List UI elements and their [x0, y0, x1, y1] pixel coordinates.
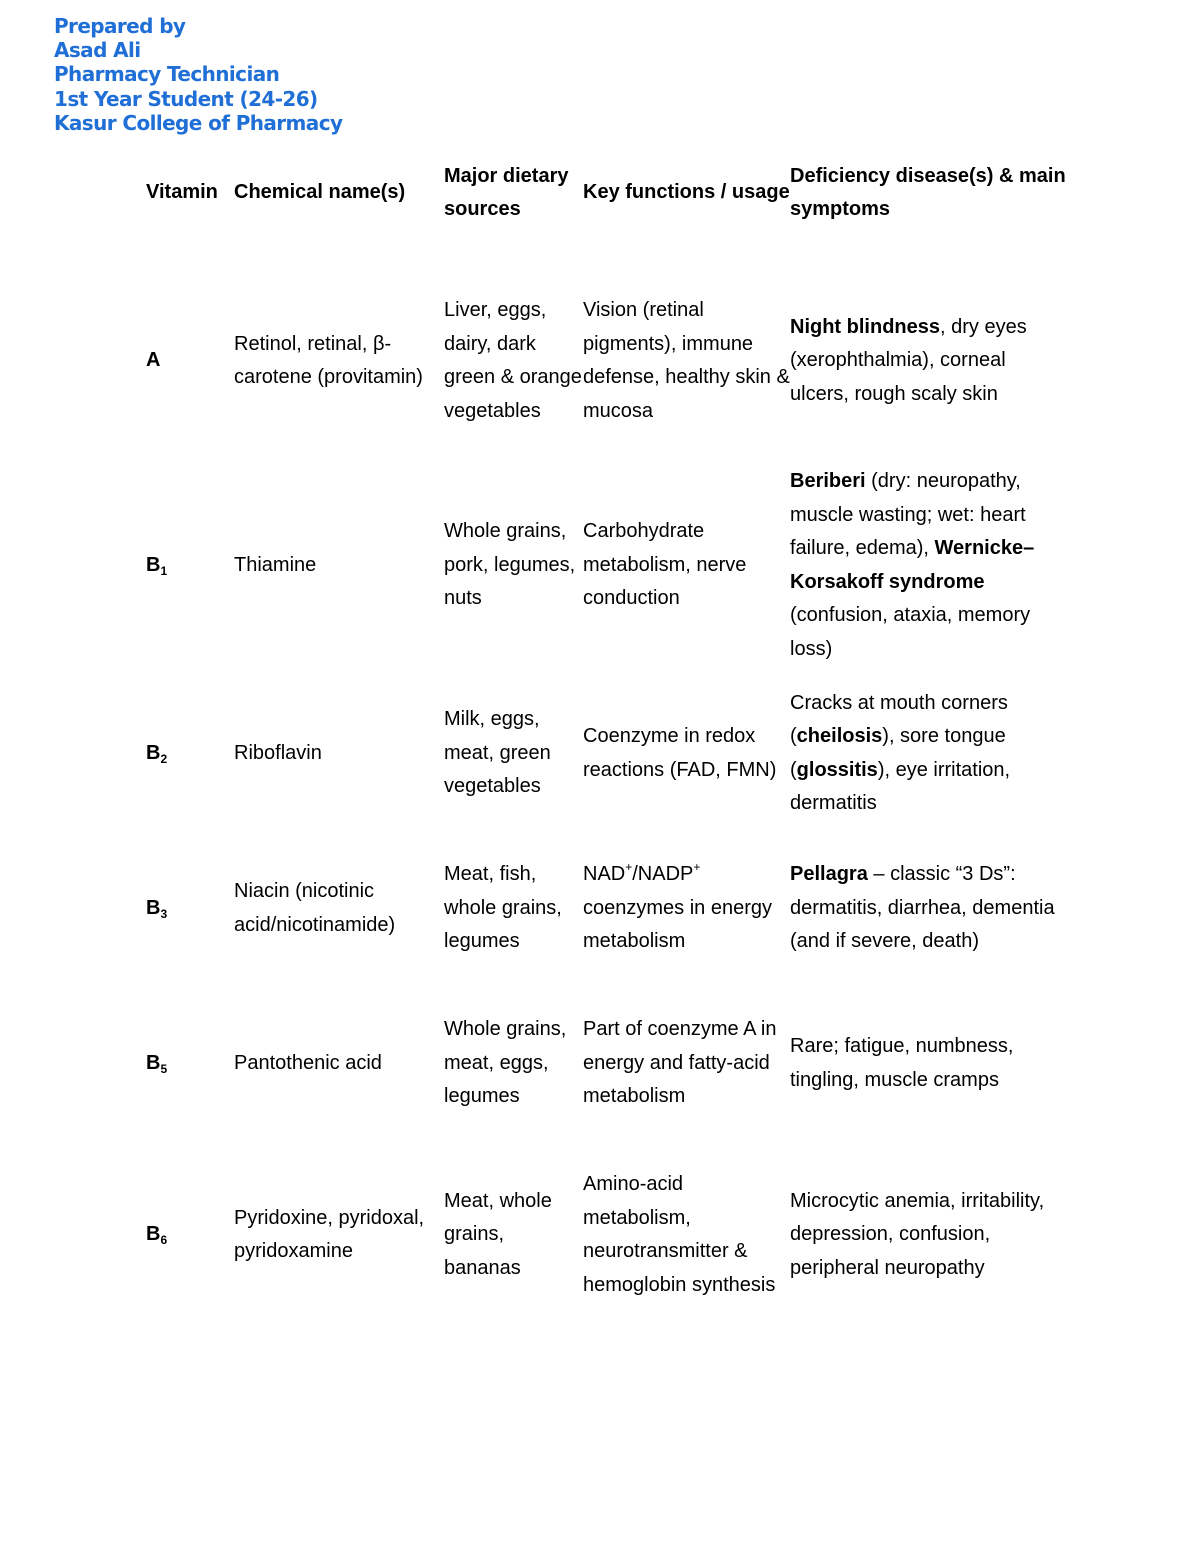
prepared-by-label: Prepared by [54, 14, 186, 38]
vitamin-subscript: 5 [160, 1061, 168, 1076]
vitamin-letter: B [146, 1223, 161, 1246]
vitamin-cell [146, 344, 234, 378]
deficiency-cell: Rare; fatigue, numbness, tingling, muscle cramps [790, 1035, 1014, 1091]
author-name: Asad Ali [54, 38, 141, 63]
chemical-cell: Pantothenic acid [234, 1051, 382, 1074]
sources-cell: Whole grains, meat, eggs, legumes [444, 1018, 567, 1108]
vitamin-subscript: 2 [160, 751, 168, 766]
deficiency-cell: Microcytic anemia, irritability, depression, confusion, peripheral neuropathy [790, 1189, 1045, 1279]
functions-cell: Part of coenzyme A in energy and fatty-acid metabolism [583, 1018, 777, 1108]
vitamin-table [146, 143, 1066, 1318]
deficiency-symptoms: Cracks at mouth corners ( [790, 691, 1008, 747]
col-header-vitamin: Vitamin [146, 181, 218, 204]
author-header [54, 14, 342, 135]
deficiency-cell [790, 858, 1066, 959]
vitamin-letter: B [146, 896, 161, 919]
functions-cell: Carbohydrate metabolism, nerve conduction [583, 520, 747, 610]
sources-cell: Liver, eggs, dairy, dark green & orange vegetables [444, 299, 582, 422]
author-year: 1st Year Student (24-26) [54, 86, 318, 111]
vitamin-letter: A [146, 349, 161, 372]
deficiency-term-2: glossitis [796, 758, 878, 781]
functions-text: coenzymes in energy metabolism [583, 896, 772, 953]
deficiency-symptoms-2: (confusion, ataxia, memory loss) [790, 604, 1031, 660]
chemical-cell: Riboflavin [234, 741, 322, 764]
nadp-superscript: + [693, 860, 701, 875]
vitamin-letter: B [146, 553, 161, 576]
vitamin-subscript: 1 [160, 563, 168, 578]
table-row [146, 1152, 1066, 1318]
vitamin-cell [146, 892, 234, 926]
sources-cell: Meat, fish, whole grains, legumes [444, 863, 562, 953]
functions-cell: Coenzyme in redox reactions (FAD, FMN) [583, 725, 777, 781]
nadp-text: /NADP [632, 863, 694, 886]
table-row [146, 466, 1066, 665]
vitamin-cell [146, 549, 234, 583]
vitamin-subscript: 3 [160, 906, 168, 921]
deficiency-disease: Beriberi [790, 470, 866, 492]
vitamin-letter: B [146, 741, 161, 764]
table-row [146, 997, 1066, 1130]
col-header-chemical: Chemical name(s) [234, 181, 406, 204]
deficiency-cell [790, 311, 1066, 412]
deficiency-symptoms: – classic “3 Ds”: dermatitis, diarrhea, dementia (and if severe, death) [790, 863, 1055, 953]
deficiency-symptoms: , dry eyes (xerophthalmia), corneal ulcers, rough scaly skin [790, 315, 1027, 405]
table-row [146, 278, 1066, 444]
vitamin-letter: B [146, 1051, 161, 1074]
col-header-functions: Key functions / usage [583, 181, 790, 204]
sources-cell: Meat, whole grains, bananas [444, 1189, 552, 1279]
deficiency-symptoms-2: ), sore tongue ( [790, 725, 1006, 781]
deficiency-cell [790, 687, 1066, 821]
functions-cell: Amino-acid metabolism, neurotransmitter & hemoglobin synthesis [583, 1173, 776, 1296]
deficiency-symptoms: (dry: neuropathy, muscle wasting; wet: heart failure, edema), [790, 470, 1026, 559]
deficiency-disease-2: Wernicke–Korsakoff syndrome [790, 537, 1035, 593]
author-college: Kasur College of Pharmacy [54, 110, 343, 135]
author-role: Pharmacy Technician [54, 62, 280, 87]
deficiency-symptoms-3: ), eye irritation, dermatitis [790, 758, 1011, 814]
vitamin-cell [146, 737, 234, 771]
nad-text: NAD [583, 863, 626, 886]
deficiency-cell [790, 465, 1066, 666]
deficiency-disease: Pellagra [790, 863, 868, 886]
sources-cell: Milk, eggs, meat, green vegetables [444, 708, 551, 798]
table-row [146, 687, 1066, 820]
col-header-sources: Major dietary sources [444, 164, 569, 220]
chemical-cell: Niacin (nicotinic acid/nicotinamide) [234, 880, 396, 936]
functions-cell [583, 858, 790, 959]
chemical-cell: Pyridoxine, pyridoxal, pyridoxamine [234, 1206, 425, 1262]
table-row [146, 842, 1066, 975]
vitamin-cell [146, 1047, 234, 1081]
chemical-cell: Retinol, retinal, β-carotene (provitamin) [234, 332, 423, 388]
deficiency-disease: Night blindness [790, 315, 940, 338]
vitamin-subscript: 6 [160, 1233, 168, 1248]
sources-cell: Whole grains, pork, legumes, nuts [444, 520, 576, 610]
vitamin-cell [146, 1218, 234, 1252]
table-header-row [146, 143, 1066, 243]
functions-cell: Vision (retinal pigments), immune defense, healthy skin & mucosa [583, 299, 790, 422]
nad-superscript: + [625, 860, 633, 875]
deficiency-term: cheilosis [796, 725, 883, 747]
col-header-deficiency: Deficiency disease(s) & main symptoms [790, 164, 1066, 220]
chemical-cell: Thiamine [234, 553, 317, 576]
